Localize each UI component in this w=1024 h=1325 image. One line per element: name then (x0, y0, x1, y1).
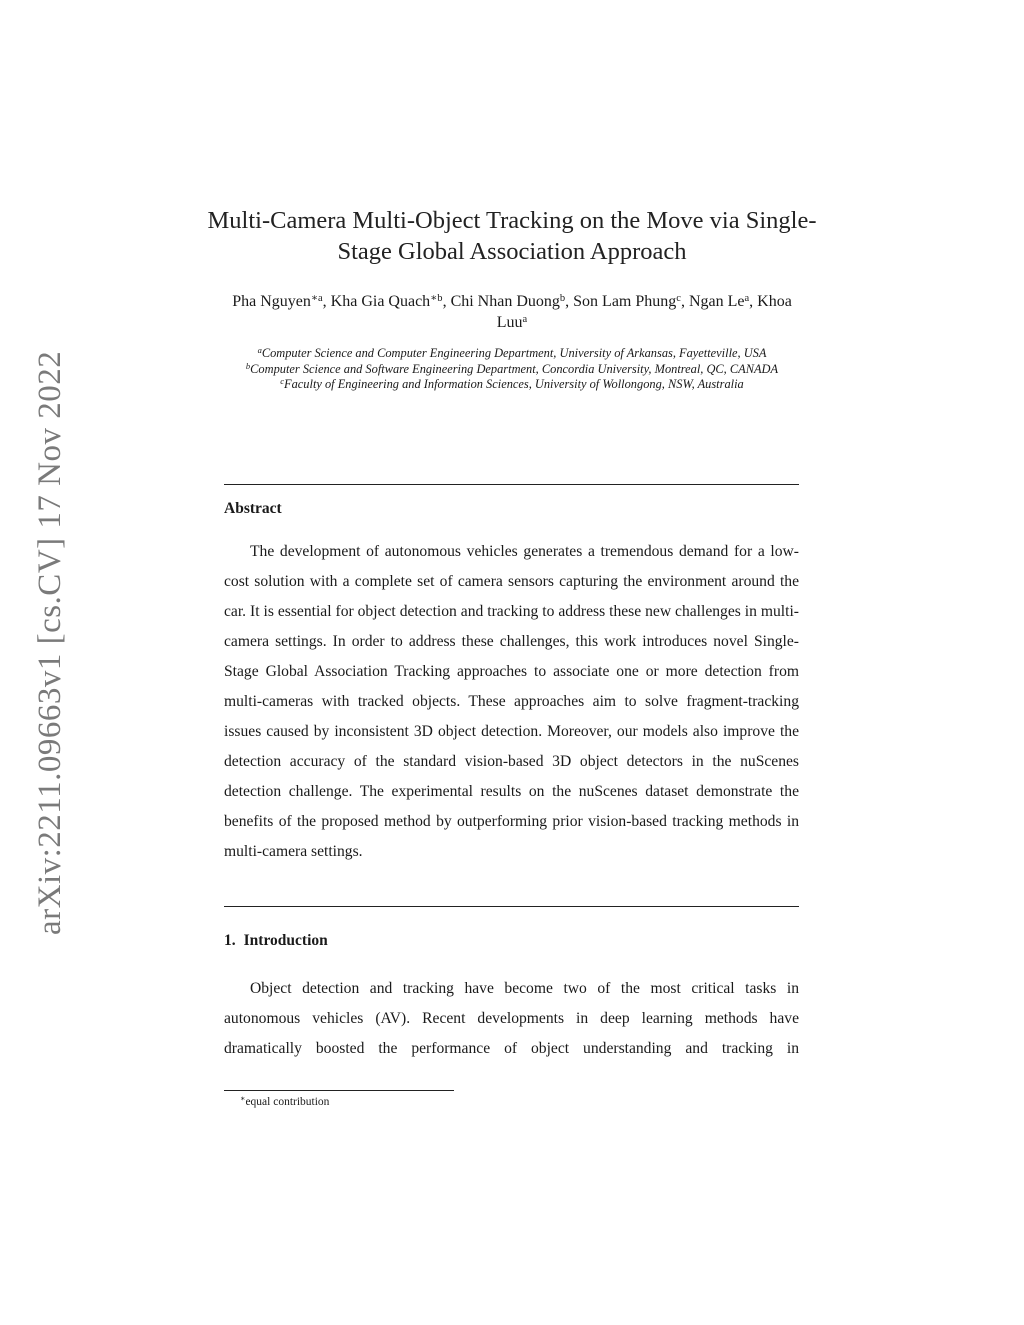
author-name: Khoa Luu (496, 293, 792, 331)
author-name: Chi Nhan Duong (450, 293, 560, 310)
affiliation (218, 362, 806, 378)
abstract-heading: Abstract (224, 500, 282, 517)
footnote-rule (224, 1090, 454, 1091)
affiliation (218, 377, 806, 393)
author-marks: c (676, 293, 681, 304)
section-title: Introduction (243, 932, 328, 949)
author-list (224, 291, 800, 333)
affiliation-list (218, 346, 806, 393)
author: Son Lam Phung$^c$, (573, 293, 689, 310)
footnote-mark: ∗ (240, 1094, 246, 1103)
section-number: 1. (224, 932, 236, 949)
introduction-text: Object detection and tracking have become two of the most critical tasks in autonomous vehicles (AV). Recent developments in deep learning methods have dramatically boosted the performance of object understanding and tracking in (224, 980, 799, 1058)
author-name: Ngan Le (688, 293, 745, 310)
affiliation-text: Computer Science and Computer Engineering Department, University of Arkansas, Fayetteville, USA (261, 346, 767, 360)
author-name: Son Lam Phung (573, 293, 677, 310)
affiliation-mark: b (245, 360, 251, 371)
affiliation-mark: c (280, 376, 285, 387)
paper-title: Multi-Camera Multi-Object Tracking on the Move via Single-Stage Global Association Approach (207, 207, 817, 265)
footnote-text: equal contribution (245, 1096, 330, 1108)
section-heading (224, 932, 328, 950)
author-marks: a (522, 314, 528, 325)
author: Kha Gia Quach$^{∗b}$, (330, 293, 451, 310)
footnote (240, 1096, 329, 1108)
author-name: Kha Gia Quach (330, 293, 431, 310)
arxiv-identifier: arXiv:2211.09663v1 [cs.CV] 17 Nov 2022 (32, 350, 68, 935)
author-name: Pha Nguyen (232, 293, 311, 310)
affiliation-mark: a (257, 345, 262, 355)
author: Pha Nguyen$^{∗a}$, (232, 293, 331, 310)
author: Ngan Le$^a$, (688, 293, 758, 310)
abstract-text: The development of autonomous vehicles generates a tremendous demand for a low-cost solution with a complete set of camera sensors capturing the environment around the car. It is essential for object detection and tracking to address these new challenges in multi-camera settings. In order to address these challenges, this work introduces novel Single-Stage Global Association Tracking approaches to associate one or more detection from multi-cameras with tracked objects. These approaches aim to solve fragment-tracking issues caused by inconsistent 3D object detection. Moreover, our models also improve the detection accuracy of the standard vision-based 3D object detectors in the nuScenes detection challenge. The experimental results on the nuScenes dataset demonstrate the benefits of the proposed method by outperforming prior vision-based tracking methods in multi-camera settings. (224, 543, 799, 861)
affiliation-text: Computer Science and Software Engineering Department, Concordia University, Montreal, QC, CANADA (250, 361, 779, 376)
author: Chi Nhan Duong$^b$, (450, 293, 574, 310)
affiliation-text: Faculty of Engineering and Information Sciences, University of Wollongong, NSW, Australia (284, 377, 744, 392)
author-marks: b (559, 293, 566, 304)
abstract-top-rule (224, 484, 799, 485)
author-marks: ∗b (430, 293, 443, 304)
author-marks: ∗a (310, 293, 323, 304)
author-marks: a (744, 293, 750, 304)
abstract-bottom-rule (224, 906, 799, 907)
affiliation (218, 346, 806, 362)
